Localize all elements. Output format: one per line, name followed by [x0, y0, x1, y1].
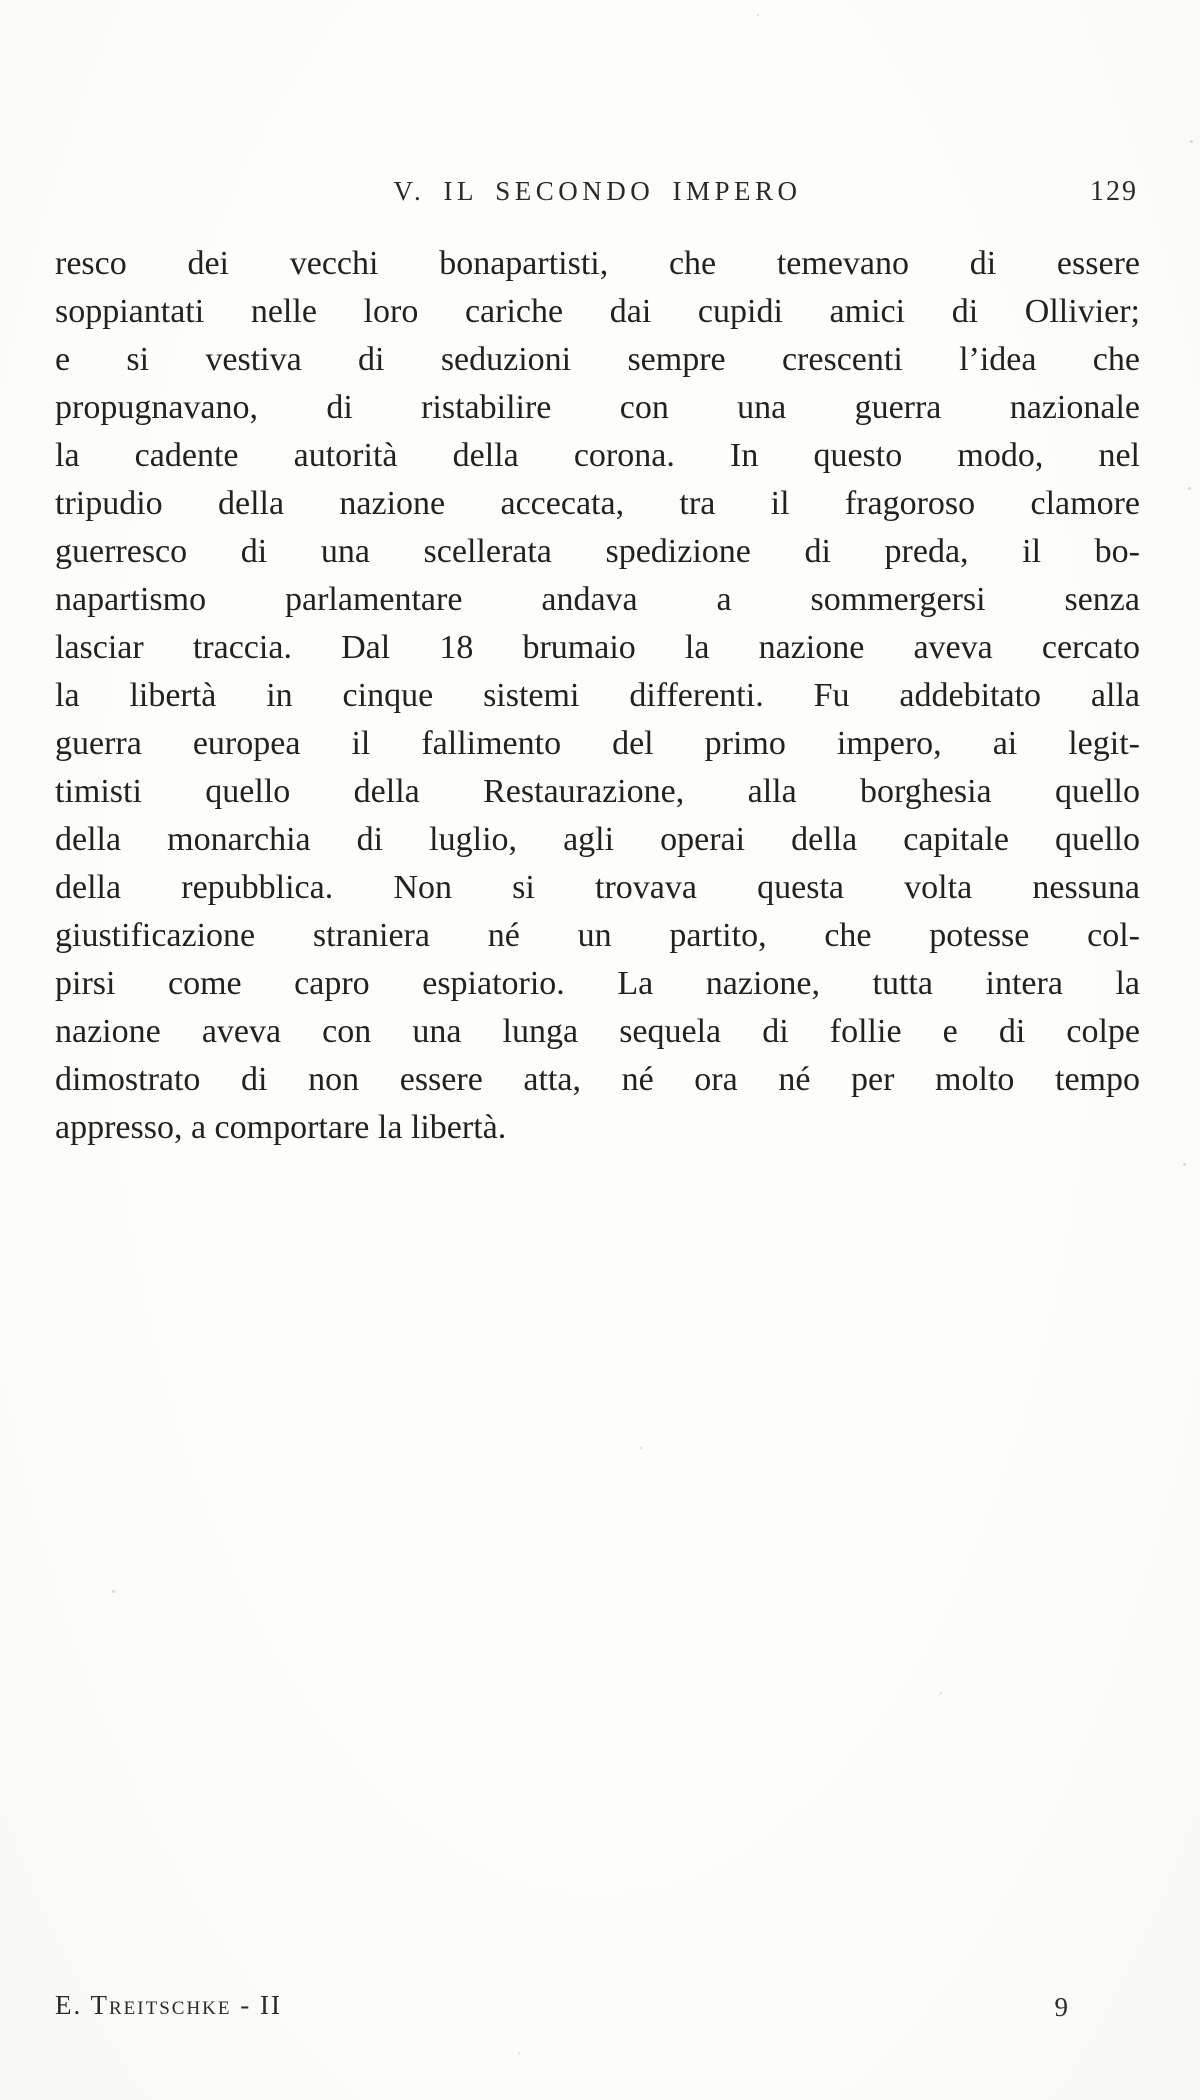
- text-line: nazione aveva con una lunga sequela di follie e di colpe: [55, 1013, 1140, 1050]
- text-line: della monarchia di luglio, agli operai della capitale quello: [55, 821, 1140, 858]
- page-number: 129: [1090, 176, 1138, 207]
- text-line: propugnavano, di ristabilire con una guerra nazionale: [55, 389, 1140, 426]
- text-line: la cadente autorità della corona. In questo modo, nel: [55, 437, 1140, 474]
- scan-speck: [518, 2052, 520, 2054]
- text-line: lasciar traccia. Dal 18 brumaio la nazione aveva cercato: [55, 629, 1140, 666]
- text-line: pirsi come capro espiatorio. La nazione, tutta intera la: [55, 965, 1140, 1002]
- text-line: tripudio della nazione accecata, tra il fragoroso clamore: [55, 485, 1140, 522]
- scan-speck: [1188, 487, 1191, 490]
- scan-speck: [757, 14, 759, 16]
- scan-speck: [640, 1447, 642, 1449]
- scan-speck: [940, 1692, 942, 1694]
- text-line: resco dei vecchi bonapartisti, che temevano di essere: [55, 245, 1140, 282]
- sheet-number: 9: [1054, 1992, 1068, 2022]
- printer-signature: E. Treitschke - II: [55, 1990, 282, 2020]
- text-line: timisti quello della Restaurazione, alla borghesia quello: [55, 773, 1140, 810]
- running-title: V. IL SECONDO IMPERO: [393, 176, 802, 206]
- text-line: giustificazione straniera né un partito, che potesse col-: [55, 917, 1140, 954]
- text-line: la libertà in cinque sistemi differenti. Fu addebitato alla: [55, 677, 1140, 714]
- page-footer: [55, 1990, 1140, 2030]
- text-line: appresso, a comportare la libertà.: [55, 1109, 507, 1146]
- text-line: della repubblica. Non si trovava questa volta nessuna: [55, 869, 1140, 906]
- text-line: guerresco di una scellerata spedizione di preda, il bo-: [55, 533, 1140, 570]
- scan-speck: [1183, 1163, 1186, 1166]
- text-line: soppiantati nelle loro cariche dai cupidi amici di Ollivier;: [55, 293, 1140, 330]
- body-text: [55, 240, 1140, 1152]
- text-line: e si vestiva di seduzioni sempre crescenti l’idea che: [55, 341, 1140, 378]
- text-line: dimostrato di non essere atta, né ora né per molto tempo: [55, 1061, 1140, 1098]
- page-header: [55, 176, 1140, 212]
- text-line: guerra europea il fallimento del primo impero, ai legit-: [55, 725, 1140, 762]
- text-line: napartismo parlamentare andava a sommergersi senza: [55, 581, 1140, 618]
- scan-speck: [1190, 140, 1193, 143]
- scan-speck: [112, 1590, 115, 1593]
